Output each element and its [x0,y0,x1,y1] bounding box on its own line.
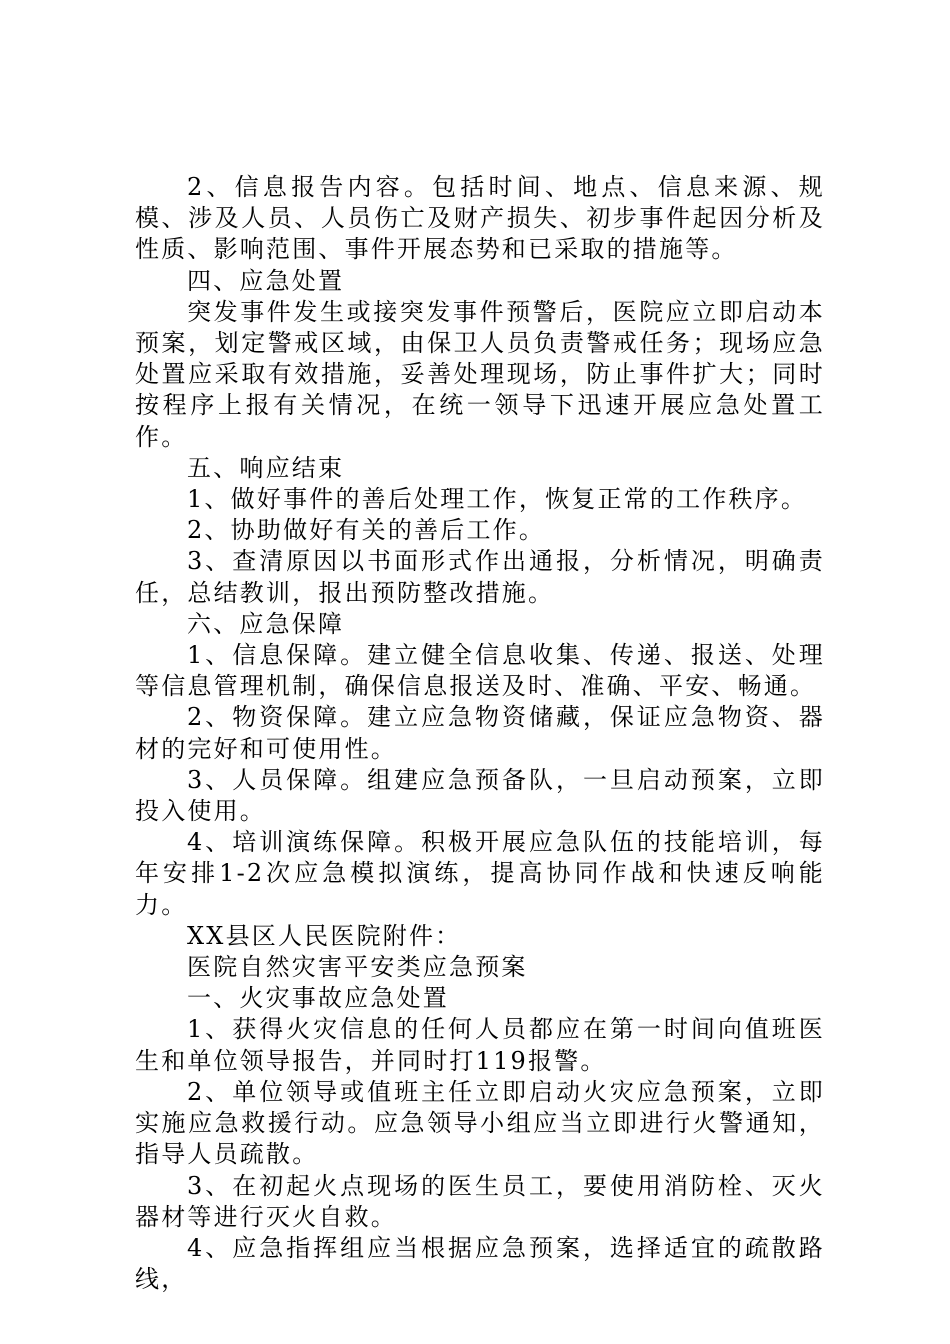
document-body [135,172,825,1295]
paragraph-support-personnel: 3、人员保障。组建应急预备队，一旦启动预案，立即投入使用。 [135,765,825,826]
heading-disaster-plan: 医院自然灾害平安类应急预案 [187,953,528,982]
paragraph-aftermath-1: 1、做好事件的善后处理工作，恢复正常的工作秩序。 [187,485,808,514]
paragraph-aftermath-3: 3、查清原因以书面形式作出通报，分析情况，明确责任，总结教训，报出预防整改措施。 [135,547,825,607]
paragraph-aftermath-2: 2、协助做好有关的善后工作。 [187,516,546,545]
paragraph-emergency-handling: 突发事件发生或接突发事件预警后，医院应立即启动本预案，划定警戒区域，由保卫人员负责警戒任务；现场应急处置应采取有效措施，妥善处理现场，防止事件扩大；同时按程序上报有关情况，在统一领导下迅速开展应急处置工作。 [135,297,825,451]
paragraph-fire-1: 1、获得火灾信息的任何人员都应在第一时间向值班医生和单位领导报告，并同时打119报警。 [135,1015,825,1075]
paragraph-support-information: 1、信息保障。建立健全信息收集、传递、报送、处理等信息管理机制，确保信息报送及时、准确、平安、畅通。 [135,641,825,701]
paragraph-support-materials: 2、物资保障。建立应急物资储藏，保证应急物资、器材的完好和可使用性。 [135,703,825,763]
paragraph-info-report-content: 2、信息报告内容。包括时间、地点、信息来源、规模、涉及人员、人员伤亡及财产损失、初步事件起因分析及性质、影响范围、事件开展态势和已采取的措施等。 [135,173,825,264]
heading-emergency-support: 六、应急保障 [187,609,345,638]
paragraph-fire-2: 2、单位领导或值班主任立即启动火灾应急预案，立即实施应急救援行动。应急领导小组应当立即进行火警通知，指导人员疏散。 [135,1077,825,1169]
paragraph-fire-3: 3、在初起火点现场的医生员工，要使用消防栓、灭火器材等进行灭火自救。 [135,1171,825,1231]
paragraph-support-training: 4、培训演练保障。积极开展应急队伍的技能培训，每年安排1-2次应急模拟演练，提高协同作战和快速反响能力。 [135,828,825,919]
paragraph-hospital-attachment: XX县区人民医院附件： [187,921,462,950]
heading-response-end: 五、响应结束 [187,453,345,482]
paragraph-fire-4: 4、应急指挥组应当根据应急预案，选择适宜的疏散路线， [135,1233,825,1294]
heading-fire-handling: 一、火灾事故应急处置 [187,984,449,1013]
heading-emergency-handling: 四、应急处置 [187,266,345,295]
